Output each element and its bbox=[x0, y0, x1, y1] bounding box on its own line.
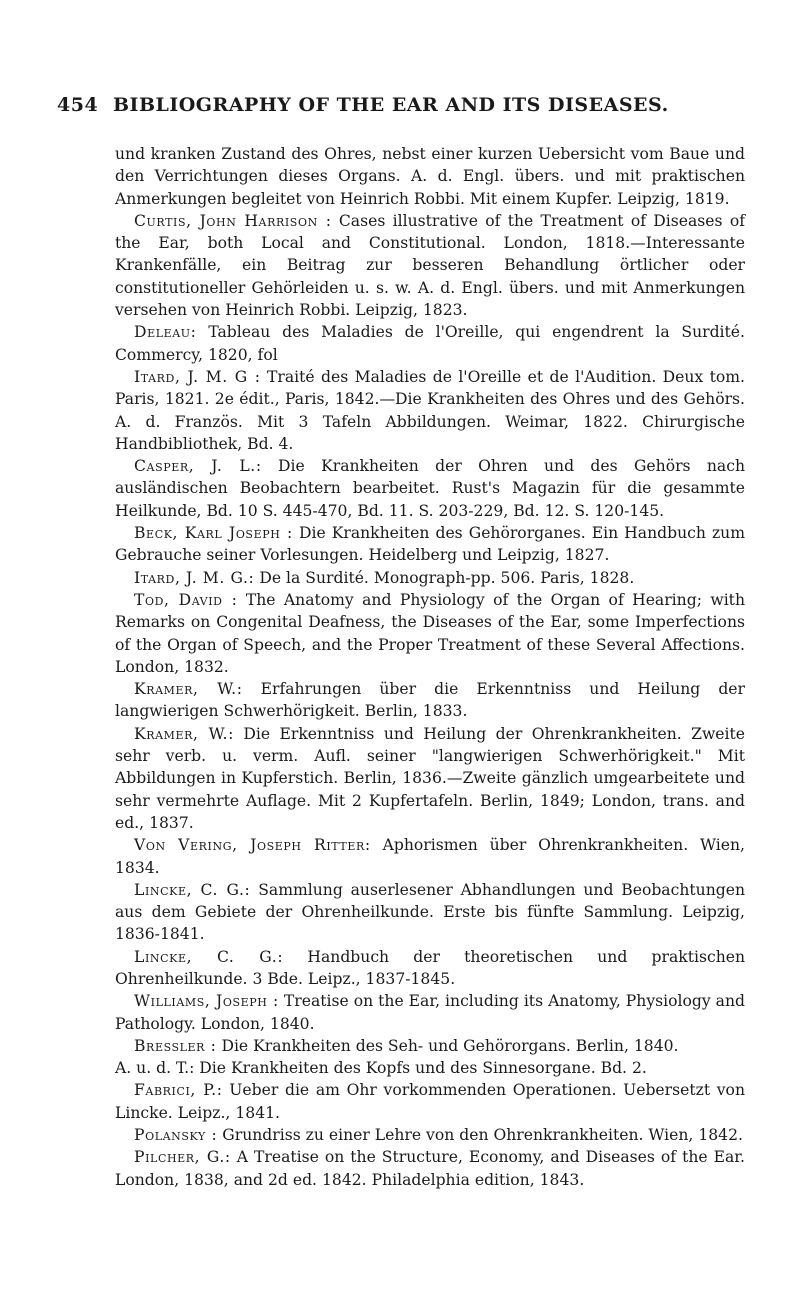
entry-text: Cases illustrative of the Treatment of Diseases of the Ear, both Local and Constitutional. London, 1818.—Interessante Krankenfälle, ein Beitrag zur besseren Behandlung örtlicher oder constitutioneller Gehörleiden u. s. w. A. d. Engl. übers. und mit Anmerkungen versehen von Heinrich Robbi. Leipzig, 1823. bbox=[115, 211, 746, 320]
bibliography-entry bbox=[115, 522, 745, 567]
entry-author: Itard, J. M. G.: bbox=[134, 568, 255, 587]
entry-author: Deleau: bbox=[134, 323, 197, 342]
bibliography-list bbox=[115, 143, 745, 1191]
entry-text: A Treatise on the Structure, Economy, and Diseases of the Ear. London, 1838, and 2d ed. 1842. Philadelphia edition, 1843. bbox=[115, 1148, 745, 1189]
entry-author: Von Vering, Joseph Ritter: bbox=[134, 836, 371, 855]
running-header bbox=[57, 94, 677, 116]
bibliography-entry bbox=[115, 678, 745, 723]
bibliography-entry bbox=[115, 143, 745, 210]
entry-text: Tableau des Maladies de l'Oreille, qui engendrent la Surdité. Commercy, 1820, fol bbox=[115, 323, 745, 364]
entry-author: Fabrici, P.: bbox=[134, 1081, 223, 1100]
bibliography-entry bbox=[115, 879, 745, 946]
bibliography-entry bbox=[115, 589, 745, 678]
entry-author: Lincke, C. G.: bbox=[134, 947, 284, 966]
bibliography-entry bbox=[115, 1124, 745, 1146]
entry-text: A. u. d. T.: Die Krankheiten des Kopfs und des Sinnesorgane. Bd. 2. bbox=[115, 1059, 647, 1078]
entry-author: Beck, Karl Joseph : bbox=[134, 524, 293, 543]
entry-author: Curtis, John Harrison : bbox=[134, 211, 332, 230]
entry-author: Polansky : bbox=[134, 1126, 218, 1145]
entry-author: Pilcher, G.: bbox=[134, 1148, 231, 1167]
bibliography-entry bbox=[115, 366, 745, 455]
entry-text: The Anatomy and Physiology of the Organ of Hearing; with Remarks on Congenital Deafness, the Diseases of the Ear, some Imperfections of the Organ of Speech, and the Proper Treatment of these Several Affections. London, 1832. bbox=[115, 590, 745, 676]
entry-text: Erfahrungen über die Erkenntniss und Heilung der langwierigen Schwerhörigkeit. Berlin, 1833. bbox=[115, 680, 745, 721]
entry-author: Tod, David : bbox=[134, 590, 238, 609]
bibliography-entry bbox=[115, 1035, 745, 1057]
entry-text: Die Krankheiten der Ohren und des Gehörs nach ausländischen Beobachtern bearbeitet. Rust's Magazin für die gesammte Heilkunde, Bd. 10 S. 445-470, Bd. 11. S. 203-229, Bd. 12. S. 120-145. bbox=[115, 457, 745, 520]
entry-author: Itard, J. M. G : bbox=[134, 367, 261, 386]
bibliography-entry bbox=[115, 946, 745, 991]
bibliography-entry bbox=[115, 1079, 745, 1124]
entry-text: Treatise on the Ear, including its Anatomy, Physiology and Pathology. London, 1840. bbox=[115, 992, 745, 1033]
entry-author: Kramer, W.: bbox=[134, 724, 234, 743]
bibliography-entry bbox=[115, 834, 745, 879]
entry-author: Casper, J. L.: bbox=[134, 457, 262, 476]
entry-text: Handbuch der theoretischen und praktischen Ohrenheilkunde. 3 Bde. Leipz., 1837-1845. bbox=[115, 947, 746, 988]
entry-text: Die Krankheiten des Seh- und Gehörorgans. Berlin, 1840. bbox=[216, 1036, 679, 1055]
entry-text: Die Krankheiten des Gehörorganes. Ein Handbuch zum Gebrauche seiner Vorlesungen. Heidelberg und Leipzig, 1827. bbox=[115, 524, 745, 565]
entry-text: Traité des Maladies de l'Oreille et de l'Audition. Deux tom. Paris, 1821. 2e édit., Paris, 1842.—Die Krankheiten des Ohres und des Gehörs. A. d. Französ. Mit 3 Tafeln Abbildungen. Weimar, 1822. Chirurgische Handbibliothek, Bd. 4. bbox=[115, 367, 745, 453]
entry-text: Grundriss zu einer Lehre von den Ohrenkrankheiten. Wien, 1842. bbox=[217, 1126, 743, 1145]
bibliography-entry bbox=[115, 1146, 745, 1191]
entry-text: De la Surdité. Monograph-pp. 506. Paris, 1828. bbox=[254, 568, 635, 587]
running-title: BIBLIOGRAPHY OF THE EAR AND ITS DISEASES. bbox=[113, 94, 669, 116]
entry-text: Aphorismen über Ohrenkrankheiten. Wien, 1834. bbox=[115, 836, 745, 877]
entry-text: Sammlung auserlesener Abhandlungen und Beobachtungen aus dem Gebiete der Ohrenheilkunde. Erste bis fünfte Sammlung. Leipzig, 1836-1841. bbox=[115, 880, 745, 944]
entry-author: Lincke, C. G.: bbox=[134, 880, 251, 899]
bibliography-entry bbox=[115, 210, 745, 321]
bibliography-entry bbox=[115, 567, 745, 589]
bibliography-entry bbox=[115, 455, 745, 522]
entry-author: Williams, Joseph : bbox=[134, 992, 279, 1011]
bibliography-entry bbox=[115, 990, 745, 1035]
entry-author: Kramer, W.: bbox=[134, 680, 243, 699]
bibliography-entry bbox=[115, 723, 745, 834]
entry-author: Bressler : bbox=[134, 1036, 217, 1055]
page-number: 454 bbox=[57, 94, 99, 116]
entry-text: Die Erkenntniss und Heilung der Ohrenkrankheiten. Zweite sehr verb. u. verm. Aufl. seiner "langwierigen Schwerhörigkeit." Mit Abbildungen in Kupferstich. Berlin, 1836.—Zweite gänzlich umgearbeitete und sehr vermehrte Auflage. Mit 2 Kupfertafeln. Berlin, 1849; London, trans. and ed., 1837. bbox=[115, 724, 746, 832]
entry-text: und kranken Zustand des Ohres, nebst einer kurzen Uebersicht vom Baue und den Verrichtungen dieses Organs. A. d. Engl. übers. und mit praktischen Anmerkungen begleitet von Heinrich Robbi. Mit einem Kupfer. Leipzig, 1819. bbox=[115, 145, 745, 208]
bibliography-entry bbox=[115, 321, 745, 366]
entry-text: Ueber die am Ohr vorkommenden Operationen. Uebersetzt von Lincke. Leipz., 1841. bbox=[115, 1081, 745, 1122]
bibliography-entry bbox=[115, 1057, 745, 1079]
